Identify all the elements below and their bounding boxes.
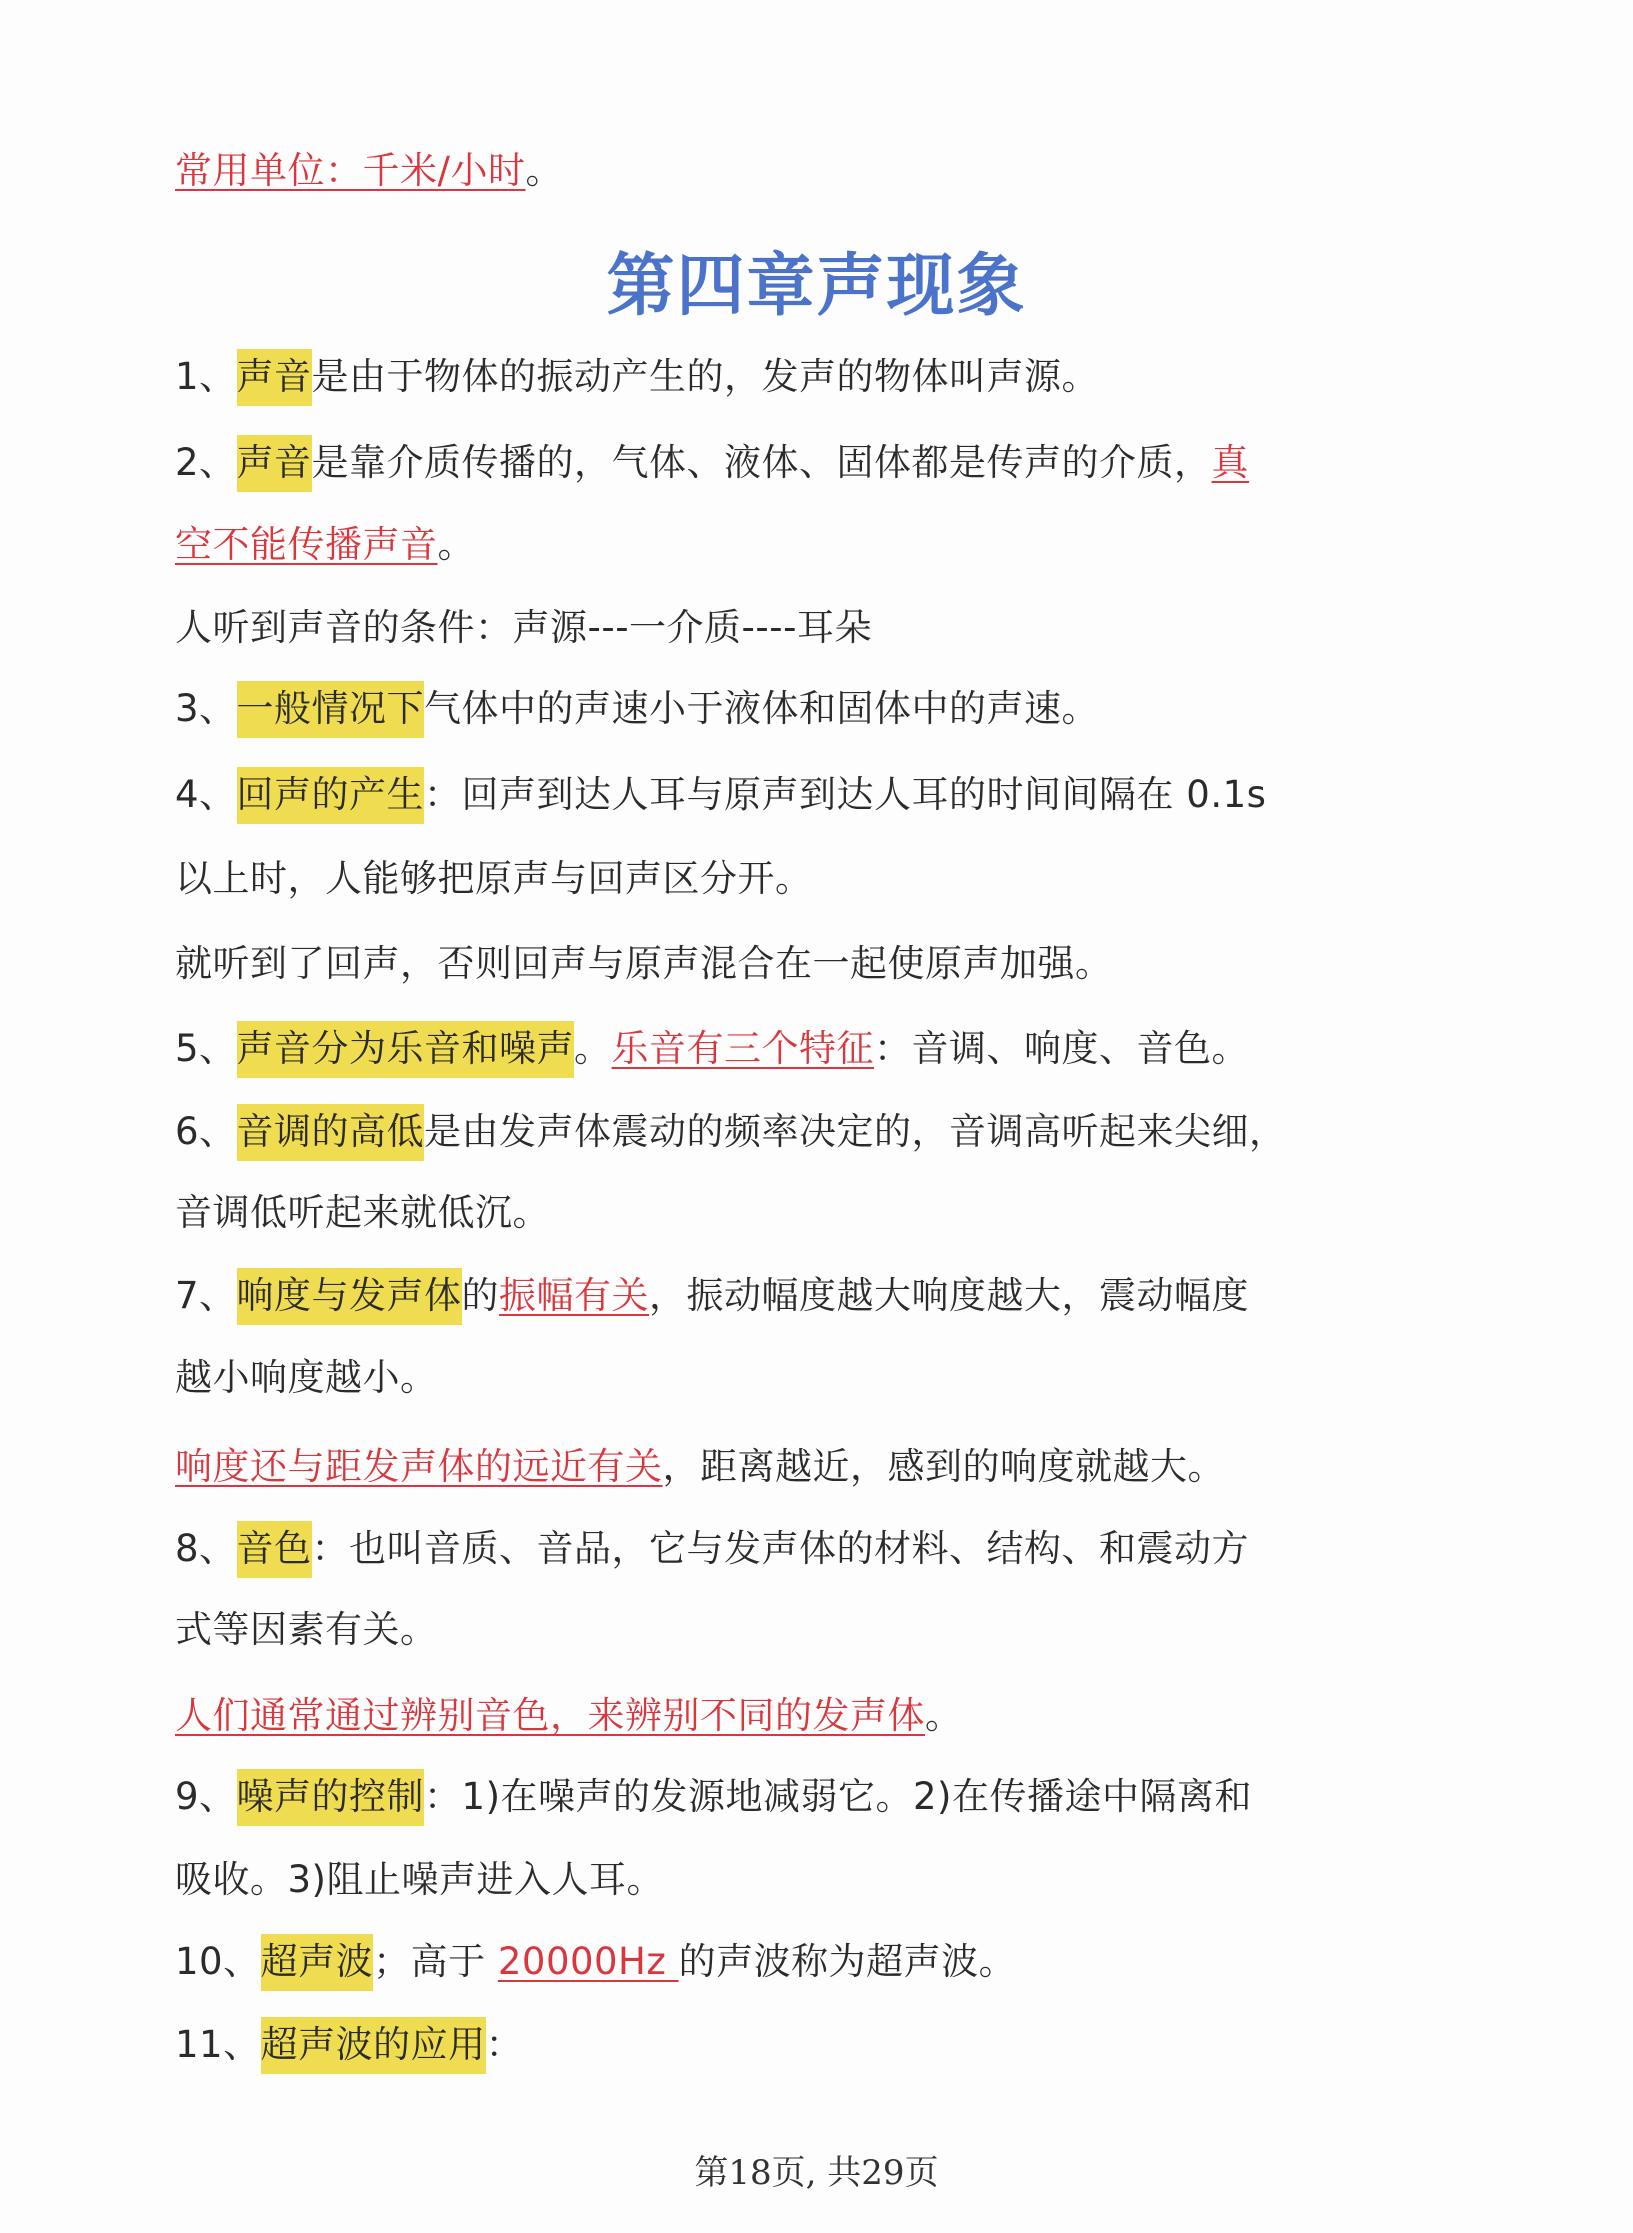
plain-text: 人听到声音的条件：声源---一介质----耳朵 (175, 606, 872, 649)
item-4-cont2 (175, 933, 1113, 995)
highlighted-term: 声音 (237, 349, 312, 406)
plain-text: ；高于 (373, 1940, 498, 1983)
item-number: 10、 (175, 1940, 261, 1983)
item-number: 1、 (175, 355, 237, 398)
item-6 (175, 1101, 1287, 1163)
plain-text: ：1)在噪声的发源地减弱它。2)在传播途中隔离和 (424, 1775, 1252, 1818)
plain-text: 气体中的声速小于液体和固体中的声速。 (424, 687, 1100, 730)
emphasis-red-text: 振幅有关 (499, 1274, 650, 1317)
plain-text: ： (485, 2023, 524, 2066)
item-8-cont2 (175, 1685, 963, 1747)
plain-text: ，距离越近，感到的响度就越大。 (662, 1445, 1225, 1488)
item-11 (175, 2014, 523, 2076)
item-2 (175, 432, 1249, 494)
plain-text: 式等因素有关。 (175, 1608, 438, 1651)
plain-text: 。 (437, 523, 475, 566)
plain-text: 是由于物体的振动产生的，发声的物体叫声源。 (311, 355, 1100, 398)
item-number: 7、 (175, 1274, 237, 1317)
item-number: 9、 (175, 1775, 237, 1818)
item-7-cont (175, 1347, 438, 1409)
highlighted-term: 噪声的控制 (237, 1769, 425, 1826)
item-9 (175, 1766, 1252, 1828)
item-4 (175, 764, 1266, 826)
item-number: 2、 (175, 441, 237, 484)
hearing-condition (175, 597, 872, 659)
plain-text: 吸收。3)阻止噪声进入人耳。 (175, 1858, 664, 1901)
item-number: 4、 (175, 773, 237, 816)
plain-text: 就听到了回声，否则回声与原声混合在一起使原声加强。 (175, 942, 1113, 985)
item-7 (175, 1265, 1249, 1327)
item-7-cont2 (175, 1436, 1225, 1498)
emphasis-red-text: 真 (1211, 441, 1250, 484)
item-3 (175, 678, 1099, 740)
item-number: 8、 (175, 1527, 237, 1570)
emphasis-red-text: 空不能传播声音 (175, 523, 438, 566)
plain-text: 是由发声体震动的频率决定的，音调高听起来尖细， (424, 1110, 1287, 1153)
highlighted-term: 回声的产生 (237, 767, 425, 824)
item-2-cont (175, 514, 475, 576)
item-8-cont (175, 1599, 438, 1661)
highlighted-term: 响度与发声体 (237, 1268, 462, 1325)
page-number-footer: 第18页, 共29页 (694, 2153, 939, 2193)
plain-text: 是靠介质传播的，气体、液体、固体都是传声的介质， (311, 441, 1212, 484)
emphasis-red-text: 人们通常通过辨别音色，来辨别不同的发声体 (175, 1694, 925, 1737)
highlighted-term: 超声波的应用 (261, 2017, 486, 2074)
item-9-cont (175, 1849, 664, 1911)
plain-text: ：音调、响度、音色。 (874, 1027, 1250, 1070)
highlighted-term: 声音分为乐音和噪声 (237, 1021, 575, 1078)
highlighted-term: 超声波 (261, 1934, 374, 1991)
highlighted-term: 音调的高低 (237, 1104, 425, 1161)
item-4-cont (175, 848, 813, 910)
highlighted-term: 声音 (237, 435, 312, 492)
item-8 (175, 1518, 1249, 1580)
plain-text: 。 (574, 1027, 612, 1070)
item-1 (175, 346, 1099, 408)
line-unit (175, 140, 563, 202)
plain-text: 。 (525, 149, 563, 192)
item-number: 11、 (175, 2023, 261, 2066)
item-number: 5、 (175, 1027, 237, 1070)
emphasis-red-text: 常用单位：千米/小时 (175, 149, 526, 192)
plain-text: ，振动幅度越大响度越大，震动幅度 (649, 1274, 1250, 1317)
plain-text: ：也叫音质、音品，它与发声体的材料、结构、和震动方 (311, 1527, 1250, 1570)
highlighted-term: 一般情况下 (237, 681, 425, 738)
plain-text: ：回声到达人耳与原声到达人耳的时间间隔在 0.1s (424, 773, 1267, 816)
item-6-cont (175, 1182, 550, 1244)
plain-text: 音调低听起来就低沉。 (175, 1191, 550, 1234)
item-5 (175, 1018, 1249, 1080)
highlighted-term: 音色 (237, 1521, 312, 1578)
item-number: 3、 (175, 687, 237, 730)
plain-text: 的声波称为超声波。 (678, 1940, 1017, 1983)
chapter-title: 第四章声现象 (606, 247, 1027, 326)
plain-text: 。 (925, 1694, 963, 1737)
plain-text: 以上时，人能够把原声与回声区分开。 (175, 857, 813, 900)
emphasis-red-text: 响度还与距发声体的远近有关 (175, 1445, 663, 1488)
plain-text: 越小响度越小。 (175, 1356, 438, 1399)
emphasis-red-text: 乐音有三个特征 (611, 1027, 875, 1070)
item-number: 6、 (175, 1110, 237, 1153)
emphasis-red-text: 20000Hz (497, 1940, 679, 1983)
plain-text: 的 (461, 1274, 500, 1317)
item-10 (175, 1931, 1016, 1993)
